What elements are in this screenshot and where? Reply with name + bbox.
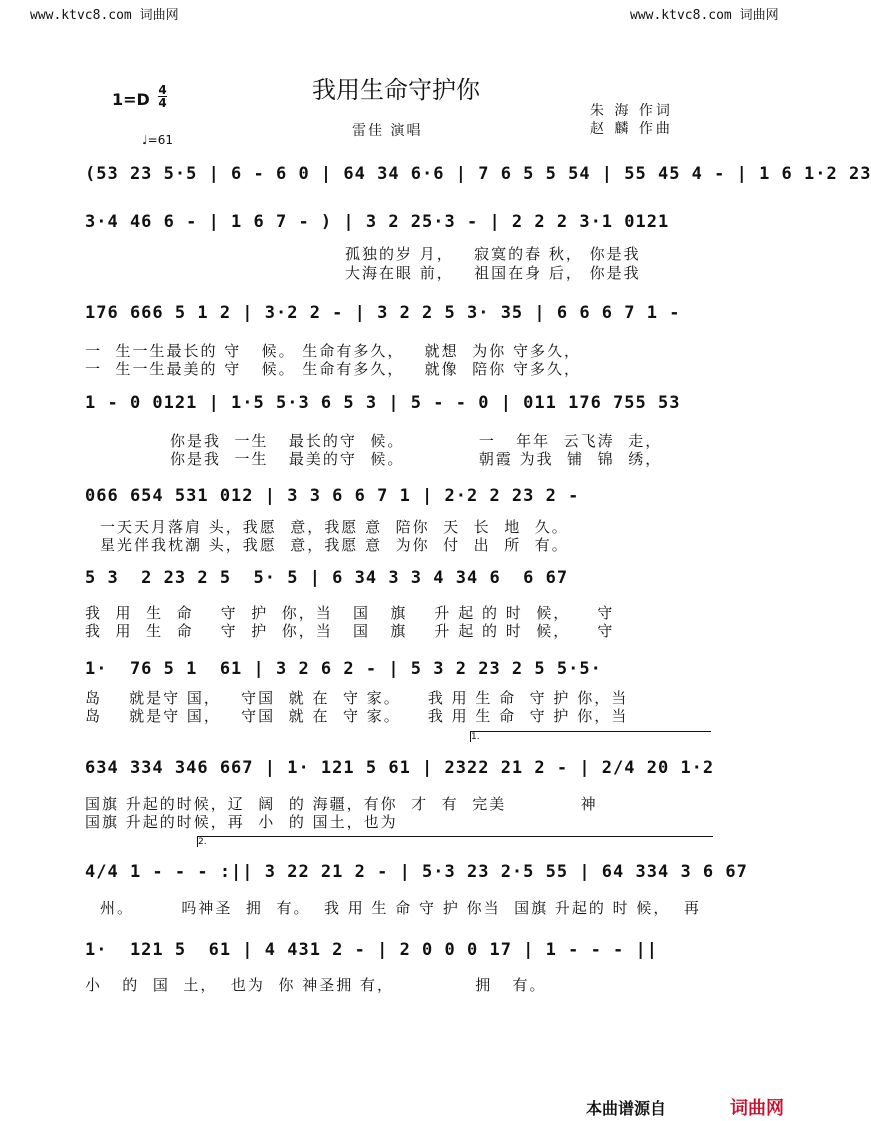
- lyrics-3-verse-1: 一 生一生最长的 守 候。 生命有多久， 就想 为你 守多久，: [85, 342, 581, 360]
- composer-credit: 赵 麟 作曲: [590, 121, 673, 137]
- lyrics-5-verse-1: 一天天月落肩 头，我愿 意，我愿 意 陪你 天 长 地 久。: [100, 518, 569, 536]
- meter-bottom: 4: [158, 96, 167, 110]
- notation-line-9: 4/4 1 - - - :|| 3 22 21 2 - | 5·3 23 2·5 55 | 64 334 3 6 67: [85, 862, 748, 882]
- lyrics-2-verse-2: 大海在眼 前， 祖国在身 后， 你是我: [345, 264, 641, 282]
- lyrics-7-verse-1: 岛 就是守 国， 守国 就 在 守 家。 我 用 生 命 守 护 你，当: [85, 689, 629, 707]
- singer-credit: 雷佳 演唱: [352, 123, 423, 139]
- lyrics-2-verse-1: 孤独的岁 月， 寂寞的春 秋， 你是我: [345, 245, 641, 263]
- lyrics-7-verse-2: 岛 就是守 国， 守国 就 在 守 家。 我 用 生 命 守 护 你，当: [85, 707, 629, 725]
- lyrics-6-verse-2: 我 用 生 命 守 护 你，当 国 旗 升 起 的 时 候， 守: [85, 622, 615, 640]
- lyricist-credit: 朱 海 作词: [590, 103, 673, 119]
- notation-line-7: 1· 76 5 1 61 | 3 2 6 2 - | 5 3 2 23 2 5 5·5·: [85, 659, 602, 679]
- tempo-marking: ♩=61: [142, 133, 173, 147]
- notation-line-10: 1· 121 5 61 | 4 431 2 - | 2 0 0 0 17 | 1 - - - ||: [85, 940, 658, 960]
- source-label: 本曲谱源自: [586, 1099, 667, 1118]
- volta-2-bracket: [197, 836, 713, 847]
- notation-line-2: 3·4 46 6 - | 1 6 7 - ) | 3 2 25·3 - | 2 2 2 3·1 0121: [85, 212, 670, 232]
- lyrics-9: 州。 吗神圣 拥 有。 我 用 生 命 守 护 你当 国旗 升起的 时 候， 再: [100, 899, 701, 917]
- key-signature: 1=D: [112, 90, 150, 109]
- notation-line-1: (53 23 5·5 | 6 - 6 0 | 64 34 6·6 | 7 6 5 5 54 | 55 45 4 - | 1 6 1·2 23: [85, 164, 871, 184]
- volta-1-label: 1.: [471, 732, 480, 742]
- volta-1-bracket: [470, 731, 711, 742]
- notation-line-8: 634 334 346 667 | 1· 121 5 61 | 2322 21 2 - | 2/4 20 1·2: [85, 758, 715, 778]
- lyrics-6-verse-1: 我 用 生 命 守 护 你，当 国 旗 升 起 的 时 候， 守: [85, 604, 615, 622]
- lyrics-8-verse-1: 国旗 升起的时候，辽 阔 的 海疆，有你 才 有 完美 神: [85, 795, 598, 813]
- notation-line-5: 066 654 531 012 | 3 3 6 6 7 1 | 2·2 2 23 2 -: [85, 486, 580, 506]
- lyrics-3-verse-2: 一 生一生最美的 守 候。 生命有多久， 就像 陪你 守多久，: [85, 360, 581, 378]
- song-title: 我用生命守护你: [312, 76, 480, 104]
- watermark-right: www.ktvc8.com 词曲网: [630, 8, 779, 23]
- lyrics-10: 小 的 国 土， 也为 你 神圣拥 有， 拥 有。: [85, 976, 547, 994]
- lyrics-5-verse-2: 星光伴我枕潮 头，我愿 意，我愿 意 为你 付 出 所 有。: [100, 536, 569, 554]
- lyrics-8-verse-2: 国旗 升起的时候，再 小 的 国土，也为: [85, 813, 398, 831]
- notation-line-3: 176 666 5 1 2 | 3·2 2 - | 3 2 2 5 3· 35 | 6 6 6 7 1 -: [85, 303, 681, 323]
- notation-line-6: 5 3 2 23 2 5 5· 5 | 6 34 3 3 4 34 6 6 67: [85, 568, 569, 588]
- lyrics-4-verse-2: 你是我 一生 最美的守 候。 朝霞 为我 铺 锦 绣，: [170, 450, 663, 468]
- volta-2-label: 2.: [198, 837, 207, 847]
- time-signature: [158, 84, 167, 109]
- meter-top: 4: [158, 83, 167, 97]
- notation-line-4: 1 - 0 0121 | 1·5 5·3 6 5 3 | 5 - - 0 | 011 176 755 53: [85, 393, 681, 413]
- lyrics-4-verse-1: 你是我 一生 最长的守 候。 一 年年 云飞涛 走，: [170, 432, 663, 450]
- site-logo-text[interactable]: 词曲网: [730, 1098, 784, 1119]
- watermark-left: www.ktvc8.com 词曲网: [30, 8, 179, 23]
